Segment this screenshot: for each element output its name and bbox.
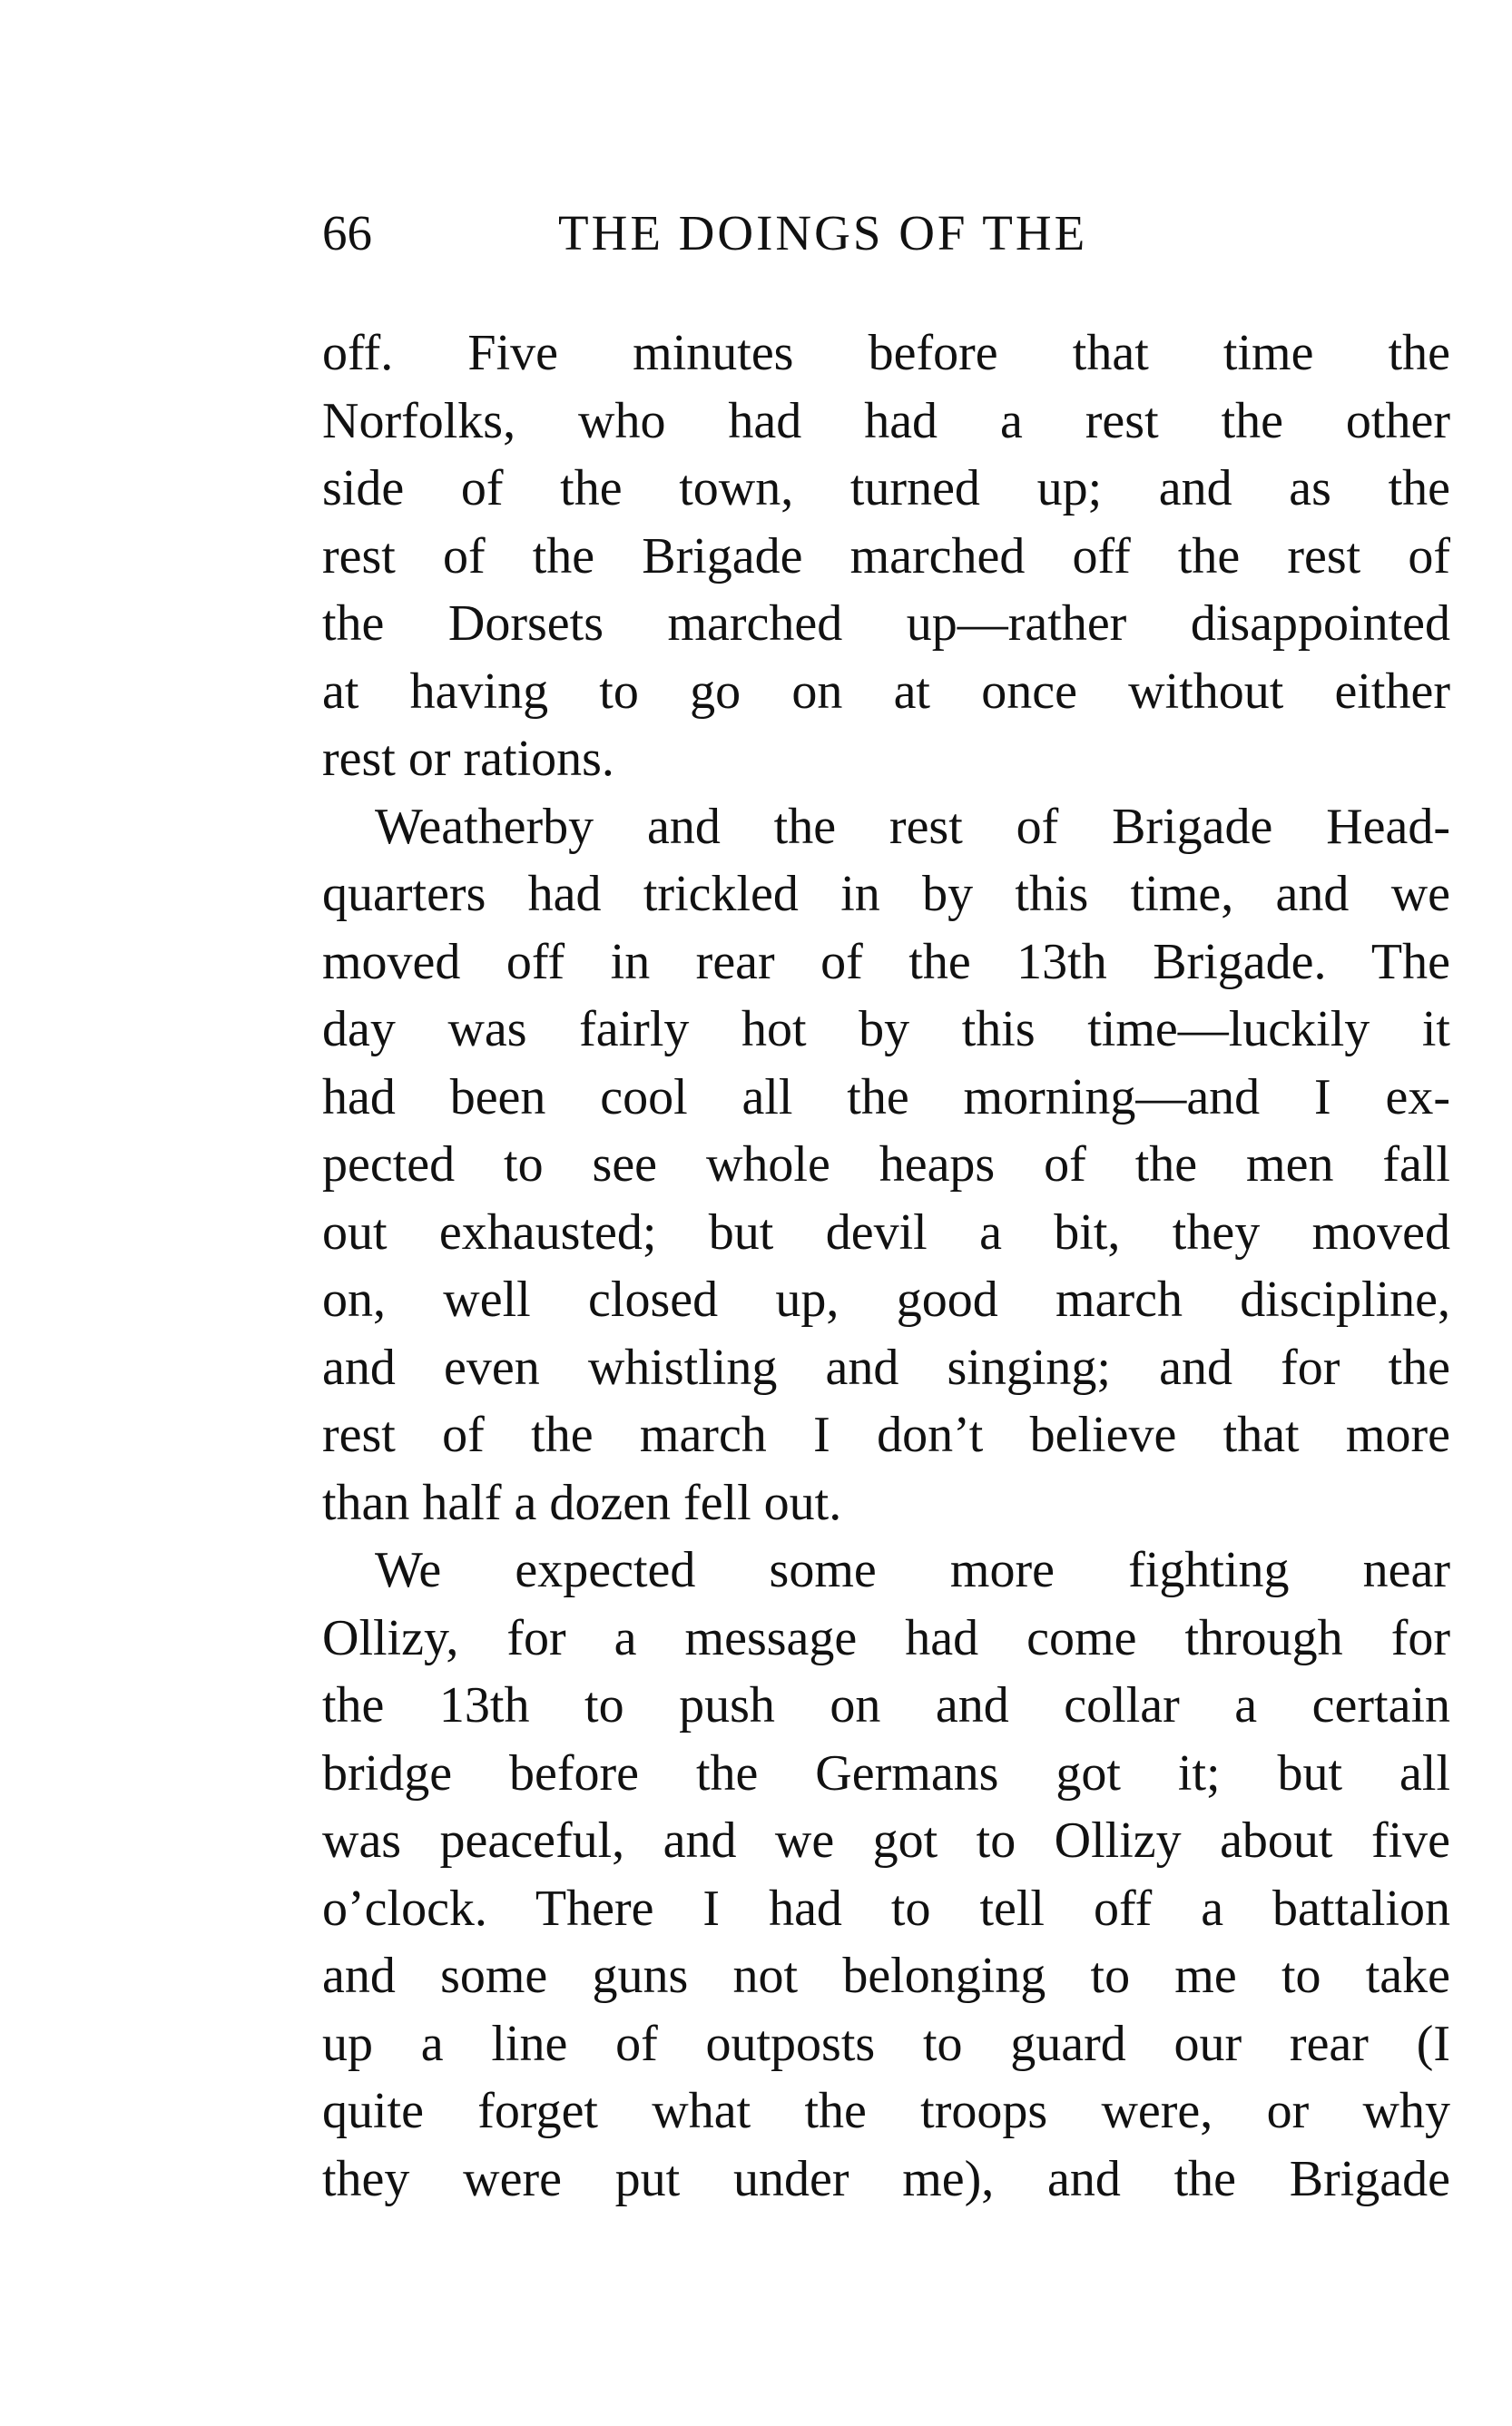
text-line: out exhausted; but devil a bit, they moved — [322, 1203, 1450, 1261]
text-line: up a line of outposts to guard our rear (I — [322, 2015, 1450, 2072]
running-head: THE DOINGS OF THE — [558, 205, 1088, 260]
text-line: the Dorsets marched up—rather disappointed — [322, 595, 1450, 652]
text-line: rest of the march I don’t believe that more — [322, 1407, 1450, 1463]
text-line: Norfolks, who had had a rest the other — [322, 392, 1450, 449]
page-number: 66 — [322, 205, 372, 260]
text-line: quite forget what the troops were, or why — [322, 2083, 1450, 2139]
text-line: on, well closed up, good march discipline, — [322, 1272, 1450, 1328]
text-line: moved off in rear of the 13th Brigade. The — [322, 933, 1450, 990]
text-line: was peaceful, and we got to Ollizy about five — [322, 1812, 1450, 1869]
body-text — [322, 319, 1450, 2213]
text-line: quarters had trickled in by this time, and we — [322, 866, 1450, 922]
text-line: pected to see whole heaps of the men fall — [322, 1136, 1450, 1193]
text-line: rest of the Brigade marched off the rest of — [322, 527, 1450, 584]
text-line: had been cool all the morning—and I ex- — [322, 1068, 1450, 1125]
text-line: Ollizy, for a message had come through for — [322, 1609, 1450, 1666]
paragraph-1 — [322, 319, 1450, 793]
text-line: side of the town, turned up; and as the — [322, 460, 1450, 516]
text-line: o’clock. There I had to tell off a battalion — [322, 1880, 1450, 1937]
text-line: We expected some more fighting near — [375, 1542, 1450, 1598]
paragraph-3 — [322, 1537, 1450, 2213]
text-line: off. Five minutes before that time the — [322, 325, 1450, 381]
text-line: rest or rations. — [322, 731, 614, 787]
text-line: the 13th to push on and collar a certain — [322, 1677, 1450, 1734]
page-header — [322, 201, 1450, 265]
text-line: Weatherby and the rest of Brigade Head- — [375, 798, 1450, 855]
text-line: they were put under me), and the Brigade — [322, 2150, 1450, 2207]
text-line: and even whistling and singing; and for the — [322, 1339, 1450, 1396]
text-line: day was fairly hot by this time—luckily it — [322, 1001, 1450, 1057]
text-line: and some guns not belonging to me to take — [322, 1948, 1450, 2004]
text-line: at having to go on at once without either — [322, 663, 1450, 720]
paragraph-2 — [322, 793, 1450, 1537]
text-line: bridge before the Germans got it; but all — [322, 1744, 1450, 1802]
text-line: than half a dozen fell out. — [322, 1474, 842, 1531]
